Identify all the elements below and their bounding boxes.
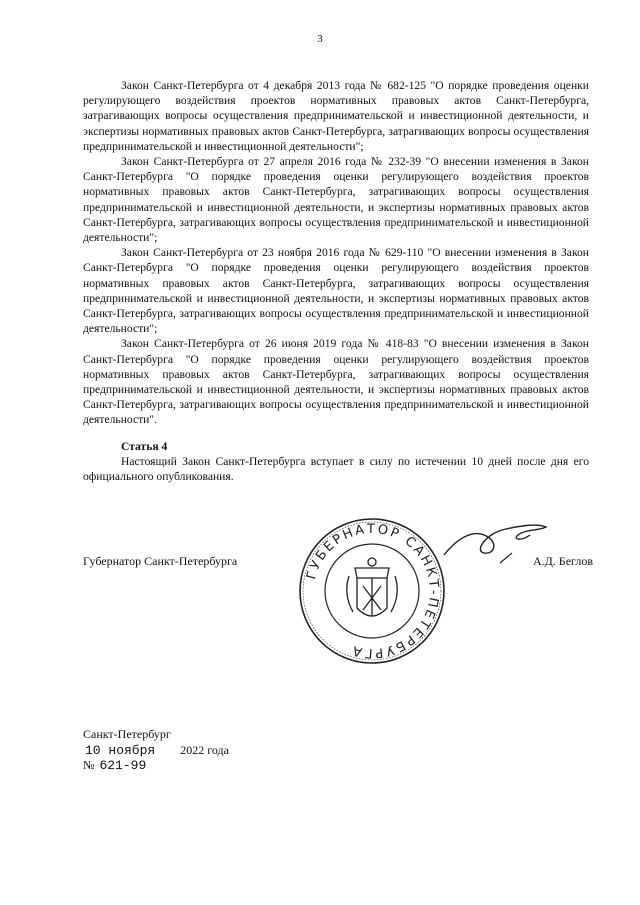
footer-year: 2022 года	[180, 742, 229, 757]
footer-number-prefix: №	[83, 758, 95, 772]
footer-number-handwritten: 621-99	[99, 758, 147, 773]
article-heading: Статья 4	[121, 439, 168, 453]
footer-number	[83, 758, 229, 774]
law-paragraph-3: Закон Санкт-Петербурга от 23 ноября 2016 года № 629-110 "О внесении изменения в Закон Санкт-Петербурга "О порядке проведения оценки регулирующего воздействия проектов нормативных правовых актов Санкт-Петербурга, затрагивающих вопросы осуществления предпринимательской и инвестиционной деятельности, и экспертизы нормативных правовых актов Санкт-Петербурга, затрагивающих вопросы осуществления предпринимательской и инвестиционной деятельности";	[83, 246, 589, 336]
footer-date-handwritten: 10 ноября	[85, 742, 156, 758]
seal-text: ГУБЕРНАТОР САНКТ-ПЕТЕРБУРГА	[304, 521, 442, 661]
official-seal-icon	[297, 516, 447, 666]
handwritten-signature	[440, 515, 550, 575]
footer-city: Санкт-Петербург	[83, 727, 171, 741]
governor-name: А.Д. Беглов	[532, 554, 593, 568]
page-number: 3	[317, 33, 323, 45]
law-paragraph-1: Закон Санкт-Петербурга от 4 декабря 2013 года № 682-125 "О порядке проведения оценки регулирующего воздействия проектов нормативных правовых актов Санкт-Петербурга, затрагивающих вопросы осуществления предпринимательской и инвестиционной деятельности, и экспертизы нормативных правовых актов Санкт-Петербурга, затрагивающих вопросы осуществления предпринимательской и инвестиционной деятельности";	[83, 79, 589, 153]
article-text: Настоящий Закон Санкт-Петербурга вступает в силу по истечении 10 дней после дня его официального опубликования.	[83, 454, 589, 484]
document-footer	[83, 727, 229, 774]
coat-of-arms-icon	[347, 558, 398, 616]
law-paragraph-4: Закон Санкт-Петербурга от 26 июня 2019 года № 418-83 "О внесении изменения в Закон Санкт-Петербурга "О порядке проведения оценки регулирующего воздействия проектов нормативных правовых актов Санкт-Петербурга, затрагивающих вопросы осуществления предпринимательской и инвестиционной деятельности, и экспертизы нормативных правовых актов Санкт-Петербурга, затрагивающих вопросы осуществления предпринимательской и инвестиционной деятельности".	[83, 337, 589, 427]
document-body	[83, 78, 589, 484]
governor-title: Губернатор Санкт-Петербурга	[83, 554, 238, 568]
footer-date	[83, 743, 229, 759]
law-paragraph-2: Закон Санкт-Петербурга от 27 апреля 2016 года № 232-39 "О внесении изменения в Закон Санкт-Петербурга "О порядке проведения оценки регулирующего воздействия проектов нормативных правовых актов Санкт-Петербурга, затрагивающих вопросы осуществления предпринимательской и инвестиционной деятельности, и экспертизы нормативных правовых актов Санкт-Петербурга, затрагивающих вопросы осуществления предпринимательской и инвестиционной деятельности";	[83, 155, 589, 245]
